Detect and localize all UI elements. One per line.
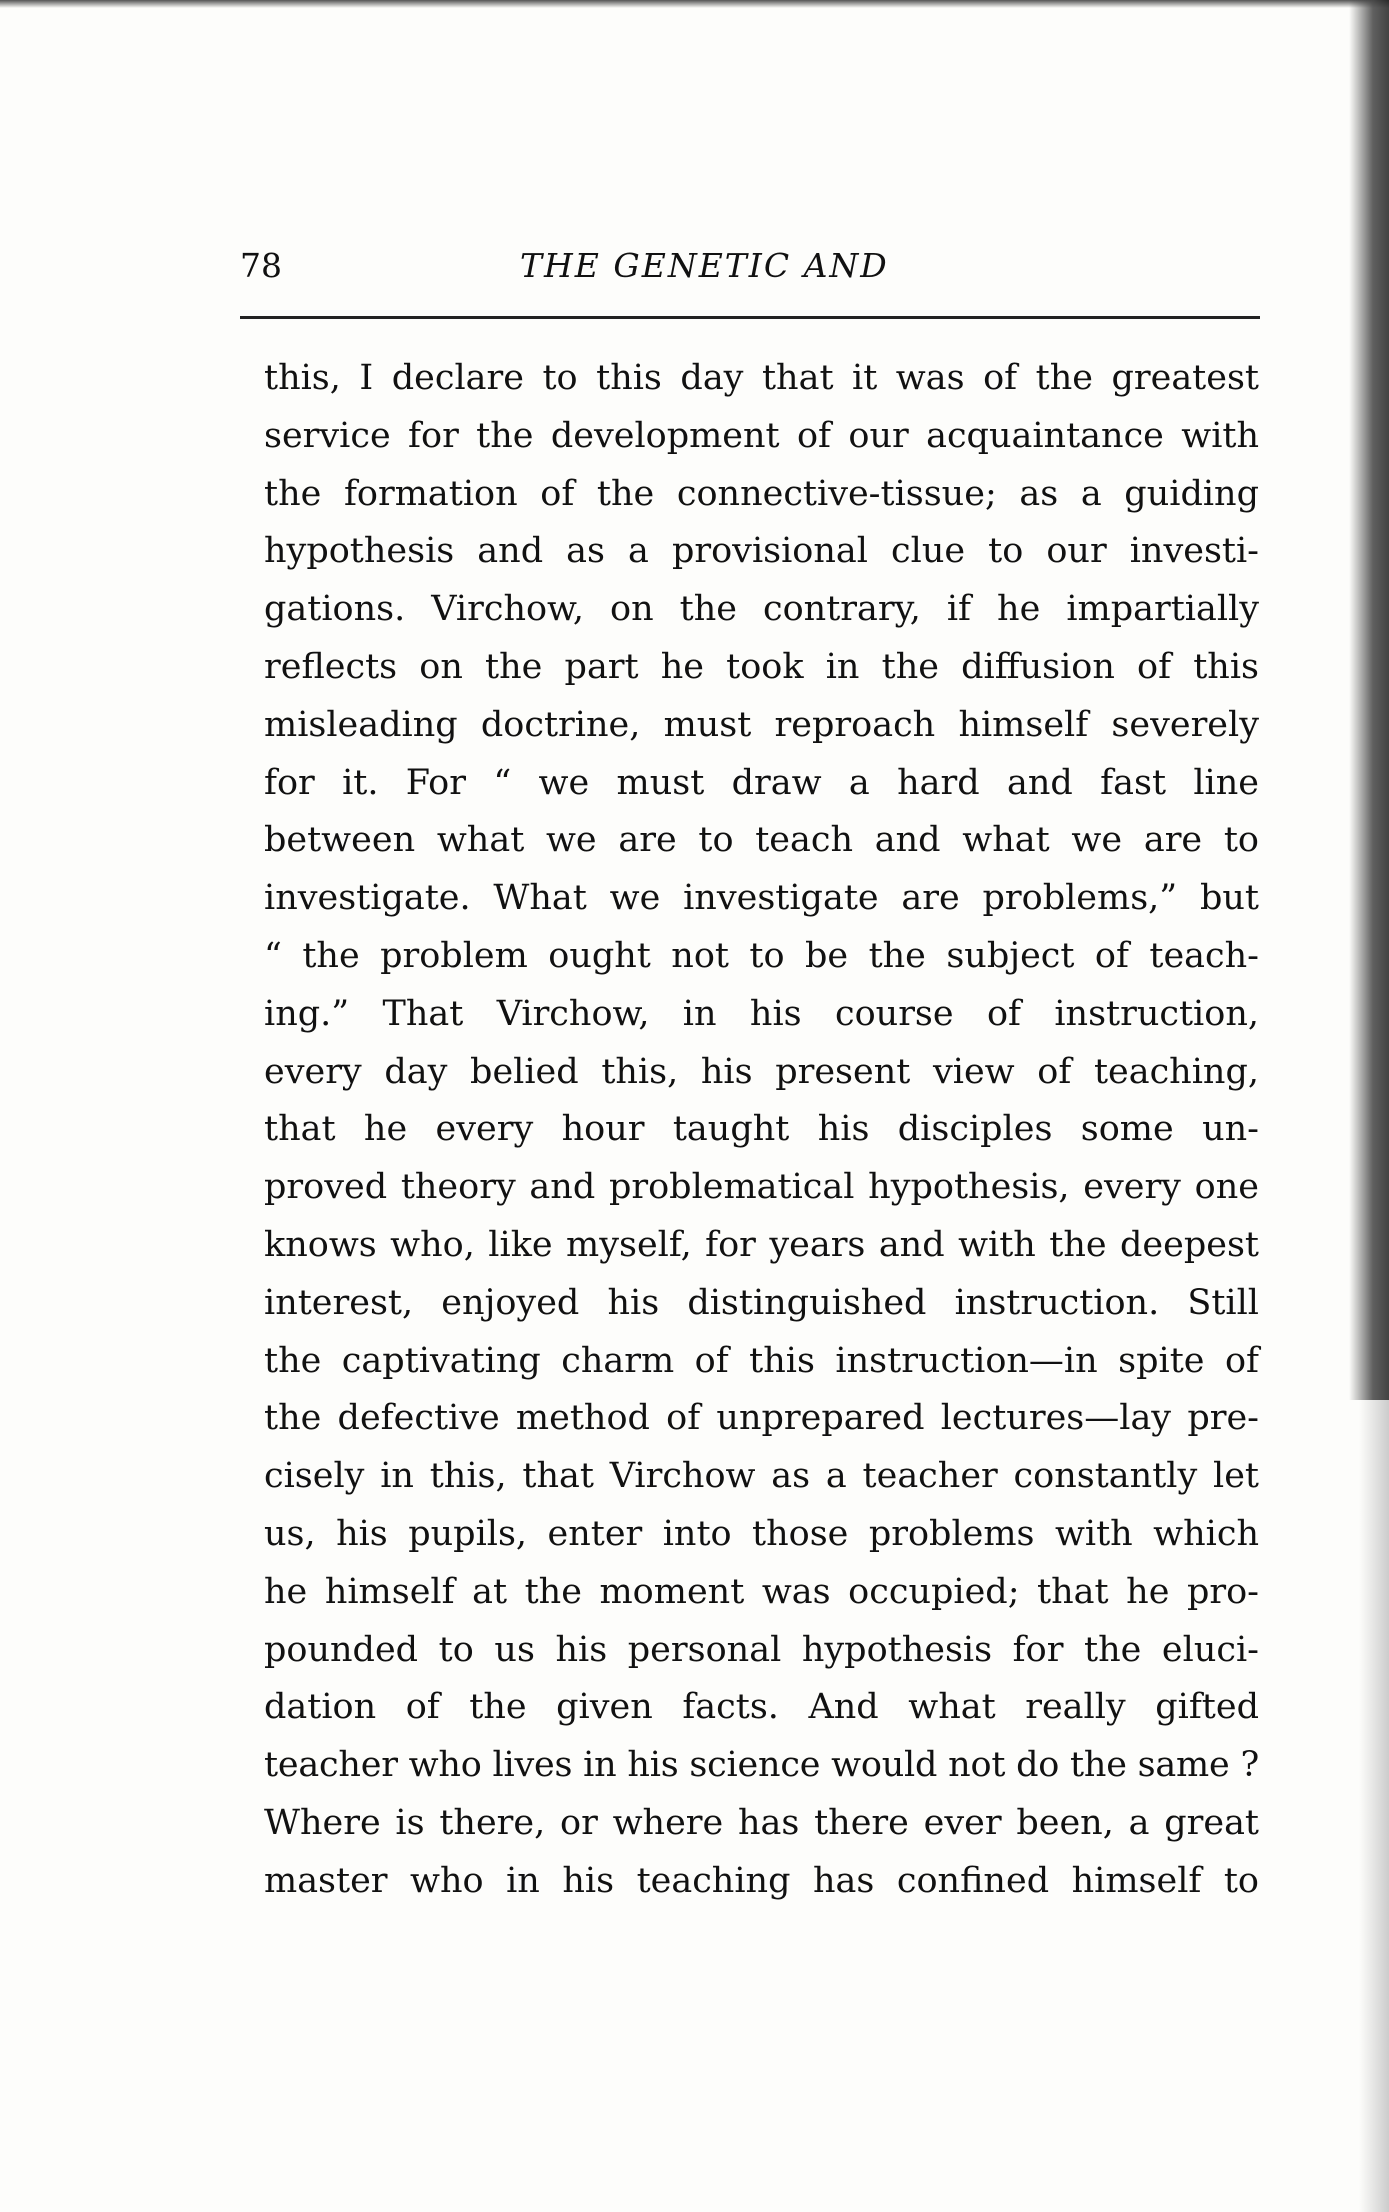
page-top-edge bbox=[0, 0, 1389, 8]
text-line: ing.” That Virchow, in his course of instruction, bbox=[264, 993, 1259, 1034]
text-line: teacher who lives in his science would not do the same ? bbox=[264, 1745, 1259, 1786]
binding-shadow-lower bbox=[1359, 1400, 1389, 2212]
text-line: reflects on the part he took in the diffusion of this bbox=[264, 646, 1259, 687]
text-line: this, I declare to this day that it was of the greatest bbox=[264, 358, 1259, 398]
text-line: cisely in this, that Virchow as a teacher constantly let bbox=[264, 1456, 1259, 1497]
text-line: service for the development of our acquaintance with bbox=[264, 415, 1259, 456]
running-title: THE GENETIC AND bbox=[520, 246, 889, 285]
text-line: Where is there, or where has there ever been, a great bbox=[264, 1802, 1259, 1843]
text-line: he himself at the moment was occupied; that he pro- bbox=[264, 1571, 1259, 1612]
text-line: misleading doctrine, must reproach himself severely bbox=[264, 704, 1259, 745]
text-line: dation of the given facts. And what really gifted bbox=[264, 1687, 1259, 1728]
text-line: investigate. What we investigate are problems,” but bbox=[264, 878, 1259, 919]
text-line: gations. Virchow, on the contrary, if he impartially bbox=[264, 589, 1259, 630]
text-line: every day belied this, his present view of teaching, bbox=[264, 1051, 1259, 1092]
text-line: the defective method of unprepared lectures—lay pre- bbox=[264, 1398, 1259, 1439]
text-line: the formation of the connective-tissue; as a guiding bbox=[264, 473, 1259, 514]
text-line: knows who, like myself, for years and with the deepest bbox=[264, 1224, 1259, 1265]
text-line: interest, enjoyed his distinguished instruction. Still bbox=[264, 1282, 1259, 1323]
text-line: that he every hour taught his disciples some un- bbox=[264, 1109, 1259, 1150]
text-line: master who in his teaching has confined himself to bbox=[264, 1860, 1259, 1901]
text-line: between what we are to teach and what we are to bbox=[264, 820, 1259, 861]
text-line: us, his pupils, enter into those problems with which bbox=[264, 1513, 1259, 1554]
text-line: proved theory and problematical hypothesis, every one bbox=[264, 1167, 1259, 1208]
text-line: pounded to us his personal hypothesis for the eluci- bbox=[264, 1629, 1259, 1670]
text-line: hypothesis and as a provisional clue to our investi- bbox=[264, 531, 1259, 572]
text-line: the captivating charm of this instruction—in spite of bbox=[264, 1340, 1259, 1381]
binding-shadow bbox=[1349, 0, 1389, 1400]
text-line: “ the problem ought not to be the subject of teach- bbox=[264, 935, 1259, 976]
text-line: for it. For “ we must draw a hard and fast line bbox=[264, 762, 1259, 803]
page-number: 78 bbox=[240, 246, 282, 285]
body-text bbox=[264, 350, 1259, 1911]
header-rule bbox=[240, 316, 1260, 319]
